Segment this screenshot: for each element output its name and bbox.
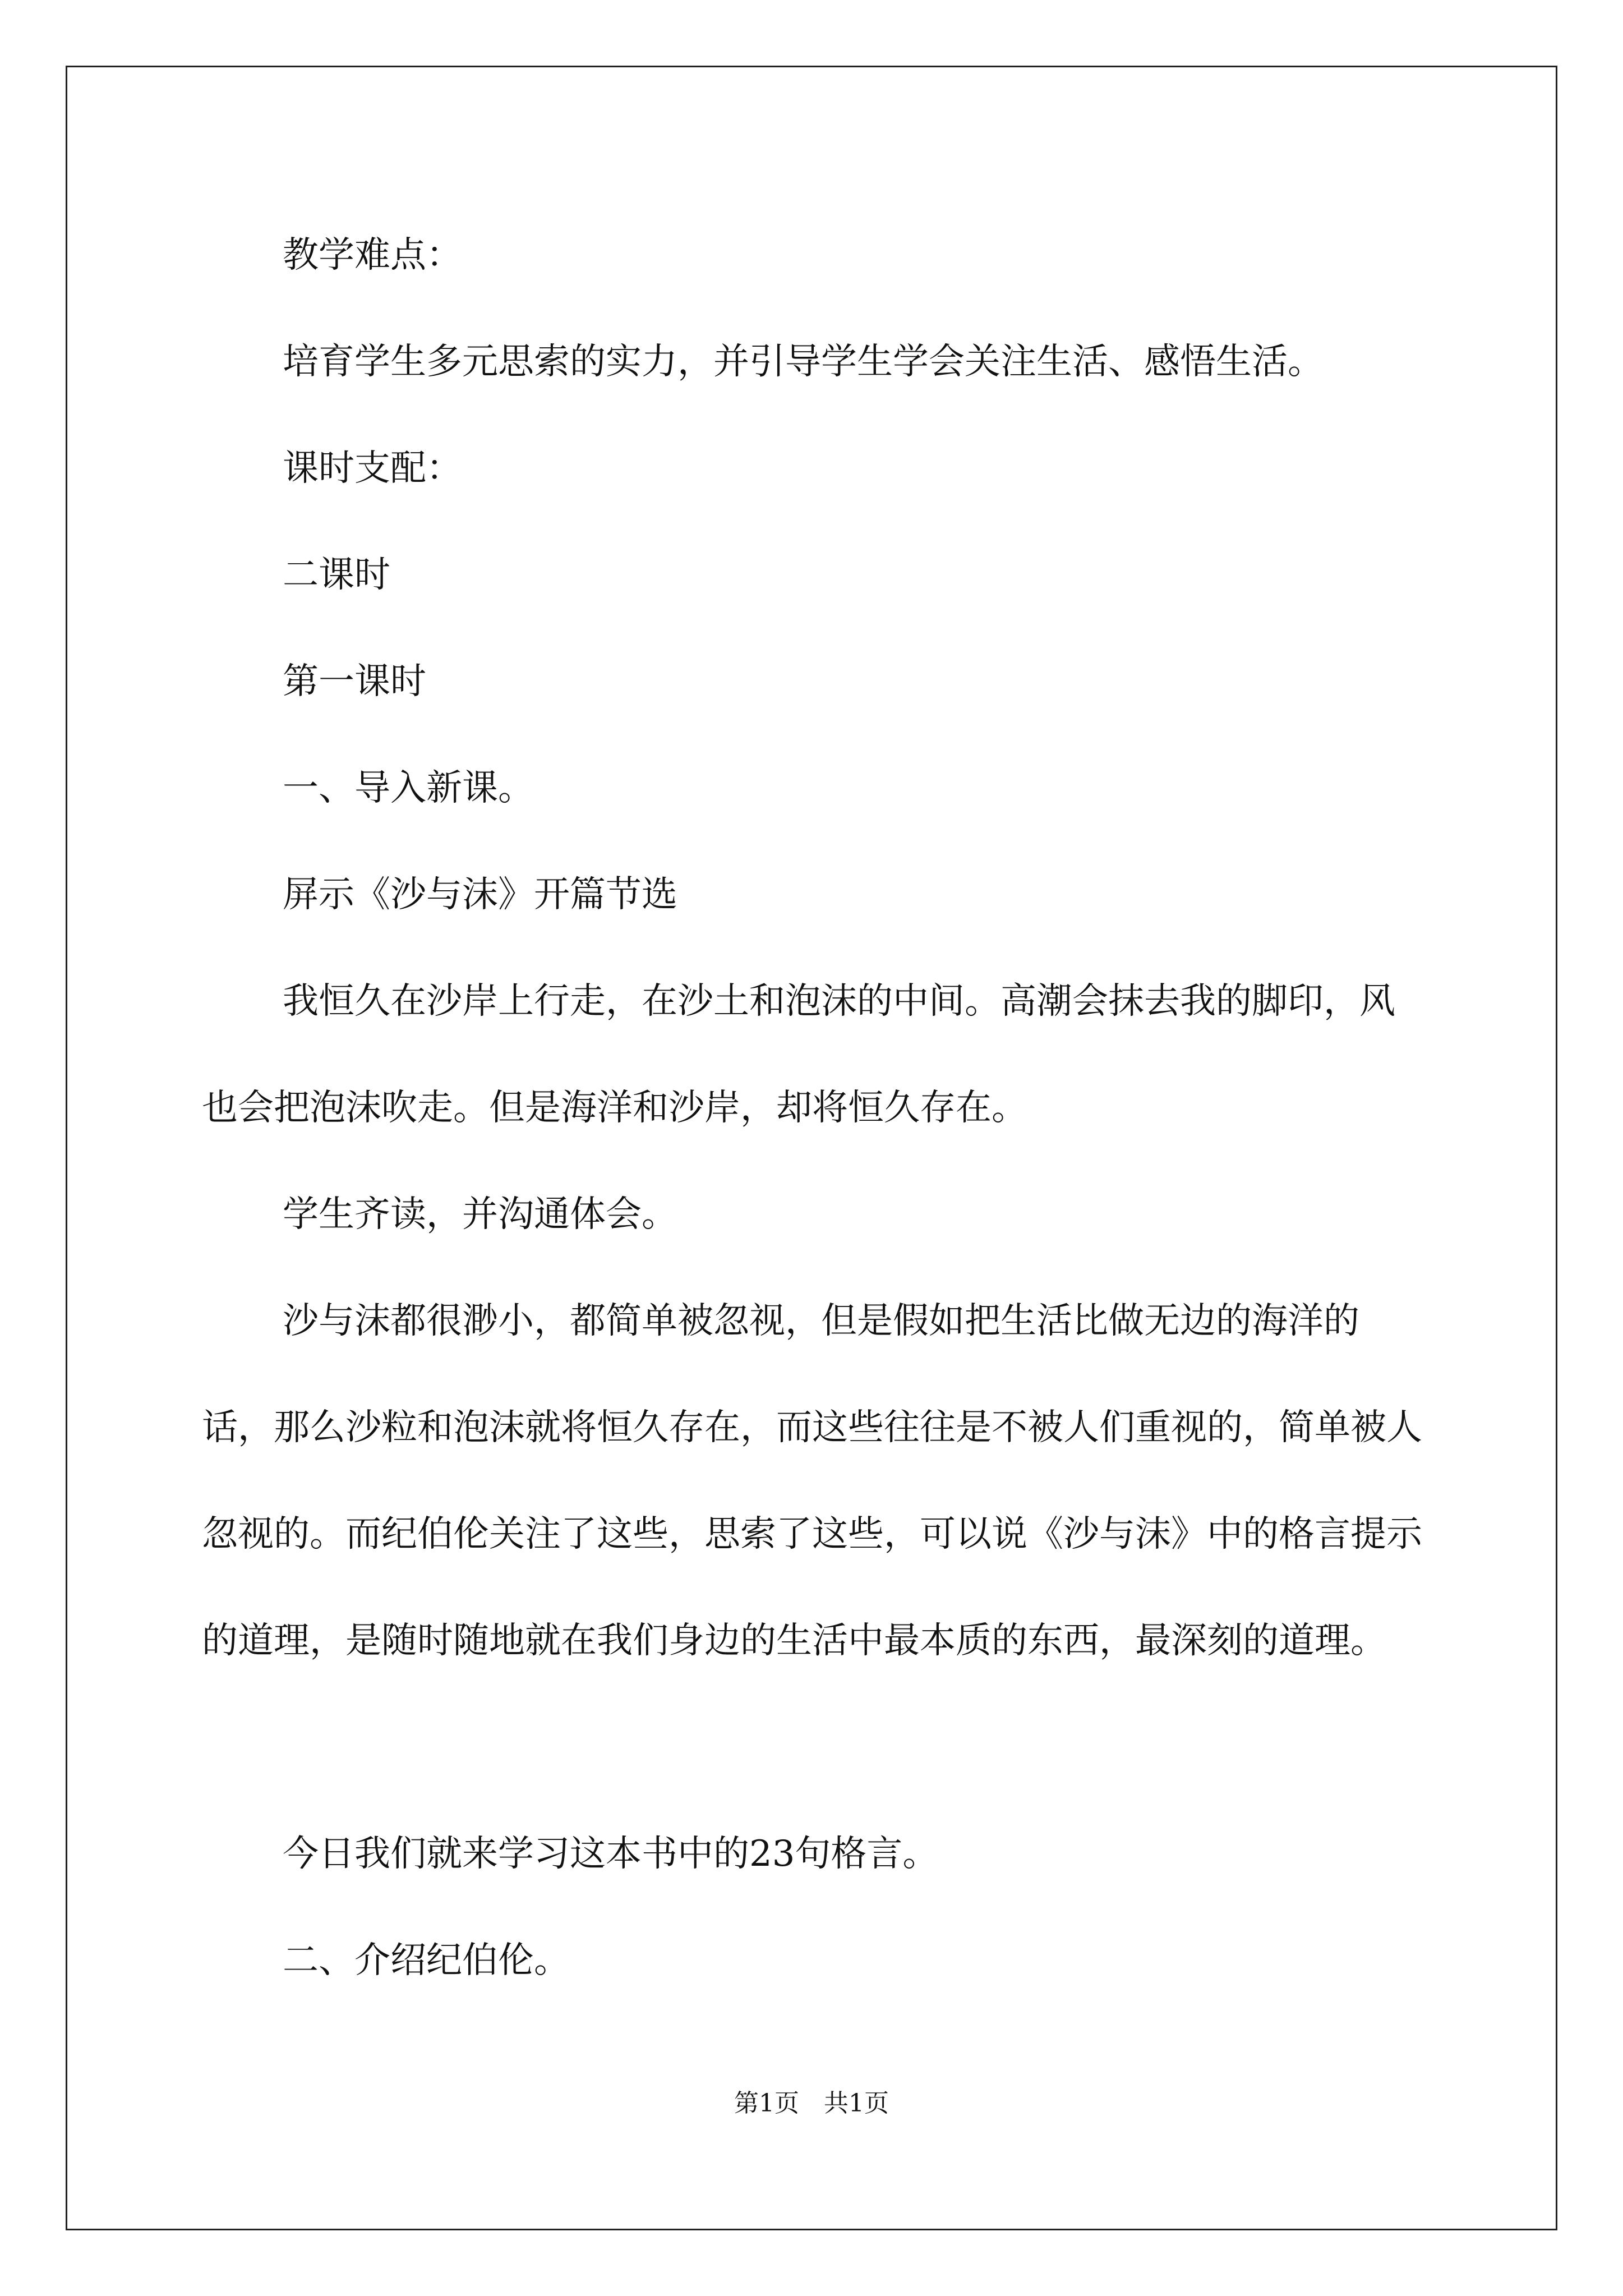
paragraph-difficulty-text: 培育学生多元思索的实力，并引导学生学会关注生活、感悟生活。 [283, 341, 1324, 383]
paragraph-excerpt: 我恒久在沙岸上行走，在沙土和泡沫的中间。高潮会抹去我的脚印，风也会把泡沫吹走。但是海洋和沙岸，却将恒久存在。 [202, 981, 1395, 1129]
paragraph-difficulty-heading: 教学难点： [283, 234, 462, 276]
paragraph-section-two: 二、介绍纪伯伦。 [283, 1940, 570, 1981]
paragraph-schedule-text: 二课时 [283, 554, 390, 596]
paragraph-today: 今日我们就来学习这本书中的23句格言。 [283, 1833, 939, 1875]
paragraph-section-one: 一、导入新课。 [283, 767, 534, 809]
paragraph-excerpt-intro: 屏示《沙与沫》开篇节选 [283, 874, 677, 915]
page-footer: 第1页 共1页 [734, 2089, 889, 2118]
paragraph-first-lesson: 第一课时 [283, 661, 426, 702]
paragraph-schedule-heading: 课时支配： [283, 448, 462, 489]
paragraph-read-aloud: 学生齐读，并沟通体会。 [283, 1194, 677, 1235]
paragraph-discussion: 沙与沫都很渺小，都简单被忽视，但是假如把生活比做无边的海洋的话，那么沙粒和泡沫就将恒久存在，而这些往往是不被人们重视的，简单被人忽视的。而纪伯伦关注了这些，思索了这些，可以说《沙与沫》中的格言提示的道理，是随时随地就在我们身边的生活中最本质的东西，最深刻的道理。 [202, 1300, 1422, 1662]
